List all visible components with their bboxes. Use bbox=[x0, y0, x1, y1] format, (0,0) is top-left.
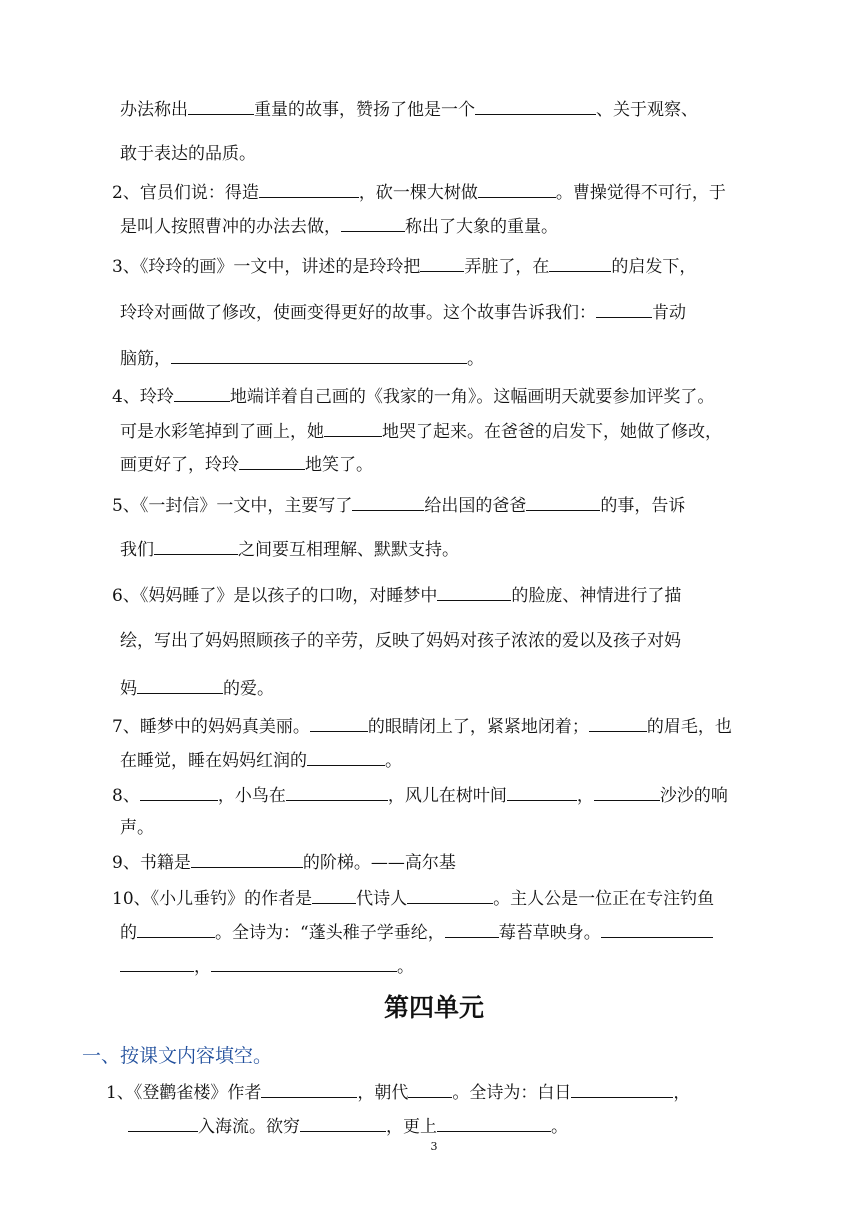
section-heading: 一、按课文内容填空。 bbox=[82, 1045, 273, 1067]
blank[interactable] bbox=[312, 887, 356, 904]
text: 弄脏了，在 bbox=[464, 257, 550, 277]
text: 的眉毛，也 bbox=[646, 717, 732, 737]
text: 脑筋， bbox=[120, 349, 171, 369]
blank[interactable] bbox=[174, 385, 230, 402]
text: 3、《玲玲的画》一文中，讲述的是玲玲把 bbox=[112, 257, 421, 277]
blank[interactable] bbox=[324, 420, 382, 437]
text: 的启发下， bbox=[611, 257, 697, 277]
blank[interactable] bbox=[507, 784, 577, 801]
q9-line-1 bbox=[112, 851, 456, 874]
blank[interactable] bbox=[478, 181, 556, 198]
text: 4、玲玲 bbox=[112, 387, 174, 407]
q2-line-1 bbox=[112, 181, 726, 204]
text: 8、 bbox=[112, 786, 140, 806]
text: 。 bbox=[467, 349, 484, 369]
text: 之间要互相理解、默默支持。 bbox=[238, 540, 459, 560]
q6-line-1 bbox=[112, 584, 681, 607]
q1-line-1 bbox=[120, 98, 698, 121]
blank[interactable] bbox=[171, 347, 467, 364]
blank[interactable] bbox=[352, 494, 424, 511]
blank[interactable] bbox=[307, 749, 385, 766]
text: 。 bbox=[385, 751, 402, 771]
text: 称出了大象的重量。 bbox=[405, 217, 558, 237]
blank[interactable] bbox=[594, 784, 660, 801]
text: 1、《登鹳雀楼》作者 bbox=[106, 1083, 262, 1103]
blank[interactable] bbox=[191, 851, 303, 868]
text: ， bbox=[576, 786, 594, 806]
blank[interactable] bbox=[601, 921, 713, 938]
q7-line-2 bbox=[120, 749, 402, 772]
blank[interactable] bbox=[286, 784, 388, 801]
text: 。主人公是一位正在专注钓鱼 bbox=[493, 889, 715, 909]
text: 地笑了。 bbox=[305, 455, 373, 475]
text: ， bbox=[194, 957, 211, 977]
text: 。 bbox=[397, 957, 414, 977]
q4-line-2 bbox=[120, 420, 722, 443]
text: ，更上 bbox=[386, 1117, 437, 1137]
text: ，风儿在树叶间 bbox=[387, 786, 507, 806]
text: 的脸庞、神情进行了描 bbox=[511, 586, 682, 606]
q8-line-1 bbox=[112, 784, 728, 807]
text: 肯动 bbox=[652, 303, 686, 323]
u4-q1-line-1 bbox=[106, 1081, 690, 1104]
blank[interactable] bbox=[445, 921, 499, 938]
blank[interactable] bbox=[571, 1081, 673, 1098]
text: 7、睡梦中的妈妈真美丽。 bbox=[112, 717, 310, 737]
q3-line-2 bbox=[120, 301, 686, 324]
blank[interactable] bbox=[475, 98, 596, 115]
text: 的爱。 bbox=[223, 679, 274, 699]
text: 沙沙的响 bbox=[659, 786, 728, 806]
text: 入海流。欲穷 bbox=[198, 1117, 300, 1137]
q10-line-2 bbox=[120, 921, 713, 944]
blank[interactable] bbox=[420, 255, 464, 272]
blank[interactable] bbox=[261, 1081, 357, 1098]
text: 给出国的爸爸 bbox=[424, 496, 527, 516]
text: 。 bbox=[551, 1117, 568, 1137]
blank[interactable] bbox=[259, 181, 359, 198]
text: ，小鸟在 bbox=[217, 786, 286, 806]
q4-line-1 bbox=[112, 385, 714, 408]
blank[interactable] bbox=[408, 1081, 452, 1098]
text: 6、《妈妈睡了》是以孩子的口吻，对睡梦中 bbox=[112, 586, 438, 606]
page-number: 3 bbox=[430, 1140, 438, 1153]
text: 妈 bbox=[120, 679, 137, 699]
text: 5、《一封信》一文中，主要写了 bbox=[112, 496, 353, 516]
q3-line-1 bbox=[112, 255, 696, 278]
q3-line-3 bbox=[120, 347, 484, 370]
q1-line-2 bbox=[120, 143, 256, 165]
q4-line-3 bbox=[120, 453, 373, 476]
unit-title: 第四单元 bbox=[383, 993, 484, 1022]
q10-line-1 bbox=[112, 887, 714, 910]
blank[interactable] bbox=[526, 494, 600, 511]
blank[interactable] bbox=[137, 677, 223, 694]
text: 9、书籍是 bbox=[112, 853, 191, 873]
text: 绘，写出了妈妈照顾孩子的辛劳，反映了妈妈对孩子浓浓的爱以及孩子对妈 bbox=[120, 631, 681, 651]
text: 10、《小儿垂钓》的作者是 bbox=[112, 889, 313, 909]
text: 地哭了起来。在爸爸的启发下，她做了修改， bbox=[382, 422, 722, 442]
text: ， bbox=[673, 1083, 691, 1103]
text: 地端详着自己画的《我家的一角》。这幅画明天就要参加评奖了。 bbox=[229, 387, 715, 407]
text: 办法称出 bbox=[120, 100, 188, 120]
blank[interactable] bbox=[596, 301, 652, 318]
text: 2、官员们说：得造 bbox=[112, 183, 259, 203]
text: 重量的故事，赞扬了他是一个 bbox=[254, 100, 475, 120]
text: 。全诗为：“蓬头稚子学垂纶， bbox=[215, 923, 445, 943]
text: 代诗人 bbox=[356, 889, 408, 909]
q5-line-1 bbox=[112, 494, 685, 517]
q8-line-2 bbox=[120, 817, 154, 839]
blank[interactable] bbox=[407, 887, 493, 904]
q6-line-3 bbox=[120, 677, 274, 700]
text: 画更好了，玲玲 bbox=[120, 455, 239, 475]
q10-line-3 bbox=[120, 955, 414, 978]
blank[interactable] bbox=[188, 98, 254, 115]
blank[interactable] bbox=[300, 1115, 386, 1132]
text: 在睡觉，睡在妈妈红润的 bbox=[120, 751, 307, 771]
blank[interactable] bbox=[120, 955, 194, 972]
text: 敢于表达的品质。 bbox=[120, 144, 256, 164]
text: 我们 bbox=[120, 540, 154, 560]
blank[interactable] bbox=[128, 1115, 198, 1132]
blank[interactable] bbox=[140, 784, 218, 801]
blank[interactable] bbox=[437, 584, 511, 601]
text: 可是水彩笔掉到了画上，她 bbox=[120, 422, 324, 442]
q7-line-1 bbox=[112, 715, 732, 738]
text: ，砍一棵大树做 bbox=[358, 183, 478, 203]
q6-line-2 bbox=[120, 630, 681, 652]
text: 声。 bbox=[120, 818, 154, 838]
blank[interactable] bbox=[239, 453, 305, 470]
text: 的眼睛闭上了，紧紧地闭着； bbox=[367, 717, 589, 737]
text: 。曹操觉得不可行，于 bbox=[555, 183, 726, 203]
u4-q1-line-2 bbox=[128, 1115, 568, 1138]
blank[interactable] bbox=[310, 715, 368, 732]
text: 、关于观察、 bbox=[596, 100, 698, 120]
blank[interactable] bbox=[589, 715, 647, 732]
blank[interactable] bbox=[154, 538, 238, 555]
text: ，朝代 bbox=[357, 1083, 409, 1103]
blank[interactable] bbox=[341, 215, 405, 232]
text: 的阶梯。——高尔基 bbox=[302, 853, 456, 873]
q2-line-2 bbox=[120, 215, 558, 238]
text: 玲玲对画做了修改，使画变得更好的故事。这个故事告诉我们： bbox=[120, 303, 596, 323]
text: 是叫人按照曹冲的办法去做， bbox=[120, 217, 341, 237]
blank[interactable] bbox=[211, 955, 397, 972]
text: 莓苔草映身。 bbox=[498, 923, 601, 943]
blank[interactable] bbox=[549, 255, 611, 272]
text: 。全诗为：白日 bbox=[452, 1083, 572, 1103]
blank[interactable] bbox=[137, 921, 215, 938]
text: 的 bbox=[120, 923, 137, 943]
text: 的事，告诉 bbox=[600, 496, 686, 516]
blank[interactable] bbox=[437, 1115, 551, 1132]
q5-line-2 bbox=[120, 538, 459, 561]
